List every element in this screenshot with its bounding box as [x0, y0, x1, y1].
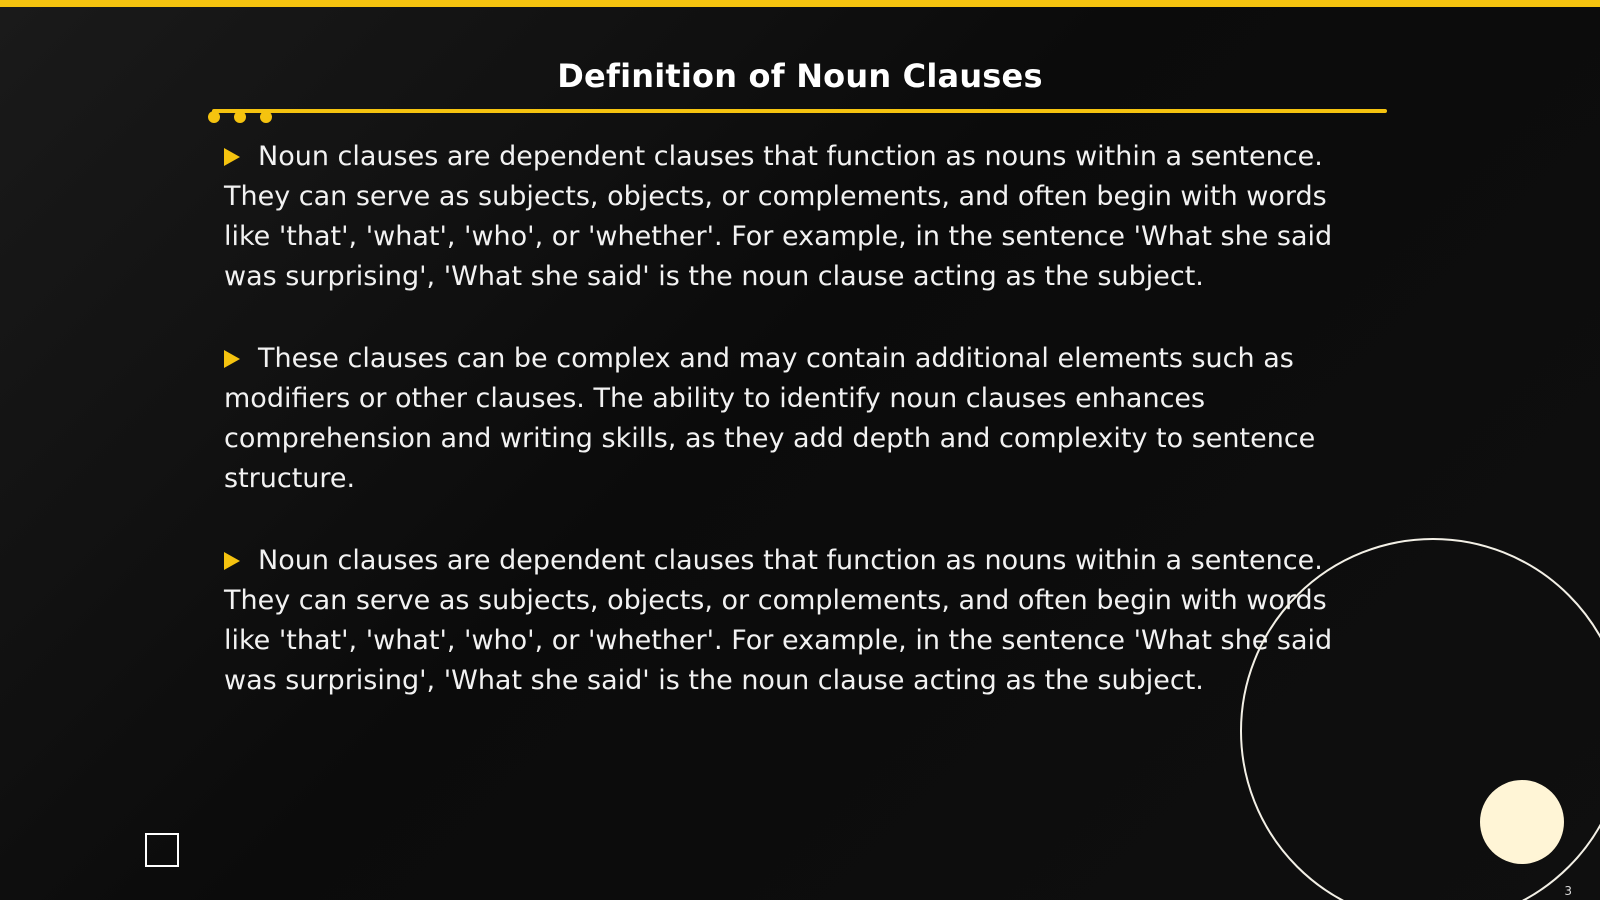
triangle-right-icon — [224, 148, 240, 166]
slide-title: Definition of Noun Clauses — [557, 57, 1043, 95]
decorative-square — [145, 833, 179, 867]
underline-dot — [208, 111, 220, 123]
bullet-item — [224, 541, 1379, 701]
bullet-text: Noun clauses are dependent clauses that function as nouns within a sentence. They can serve as subjects, objects, or complements, and often begin with words like 'that', 'what', 'who', or 'whether'. For example, in the sentence 'What she said was surprising', 'What she said' is the noun clause acting as the subject. — [224, 545, 1333, 696]
underline-dot — [260, 111, 272, 123]
bullet-text: Noun clauses are dependent clauses that function as nouns within a sentence. They can serve as subjects, objects, or complements, and often begin with words like 'that', 'what', 'who', or 'whether'. For example, in the sentence 'What she said was surprising', 'What she said' is the noun clause acting as the subject. — [224, 141, 1333, 292]
title-underline — [212, 109, 1387, 113]
bullet-item — [224, 339, 1379, 499]
page-number: 3 — [1564, 884, 1572, 898]
bullet-list — [224, 137, 1379, 743]
triangle-right-icon — [224, 350, 240, 368]
bullet-item — [224, 137, 1379, 297]
underline-dot — [234, 111, 246, 123]
top-accent-bar — [0, 0, 1600, 7]
triangle-right-icon — [224, 552, 240, 570]
decorative-disc — [1480, 780, 1564, 864]
bullet-text: These clauses can be complex and may contain additional elements such as modifiers or other clauses. The ability to identify noun clauses enhances comprehension and writing skills, as they add depth and complexity to sentence structure. — [224, 343, 1316, 494]
